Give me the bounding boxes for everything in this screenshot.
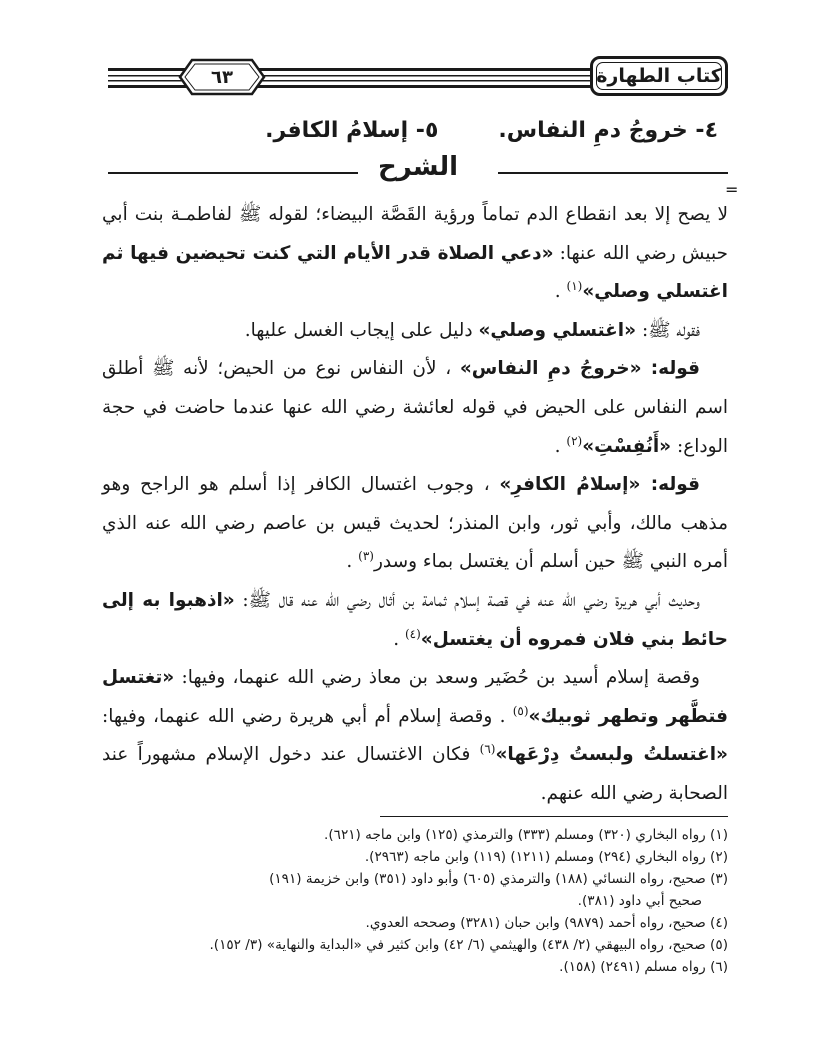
- paragraph-2: [102, 312, 728, 351]
- paragraph-1: [102, 196, 728, 312]
- text-run: وحديث أبي هريرة رضي الله عنه في قصة إسلام ثمامة بن أثال رضي الله عنه قال ﷺ:: [234, 589, 700, 611]
- footnote-3-continued: صحيح أبي داود (٣٨١).: [577, 893, 702, 909]
- footnotes: [102, 824, 728, 978]
- text-run: لا يصح إلا بعد انقطاع الدم تماماً ورؤية القَصَّة البيضاء؛ لقوله ﷺ لفاطمـة بنت أبي حبيش رضي الله عنها:: [102, 204, 728, 264]
- text-run: ، وجوب اغتسال الكافر إذا أسلم هو الراجح وهو مذهب مالك، وأبي ثور، وابن المنذر؛ لحديث قيس بن عاصم رضي الله عنه الذي أمره النبي ﷺ حين أسلم أن يغتسل بماء وسدر: [102, 474, 728, 573]
- topic-item-5: ٥- إسلامُ الكافر.: [265, 117, 439, 143]
- footnote-ref: (١): [566, 279, 583, 294]
- footnote-2: (٢) رواه البخاري (٢٩٤) ومسلم (١٢١١) (١١٩) وابن ماجه (٢٩٦٣).: [364, 849, 728, 865]
- lead-word: قوله:: [640, 474, 700, 496]
- text-run: فقوله ﷺ:: [636, 319, 700, 341]
- hadith-quote: «تغتسل فتطَّهر وتطهر ثوبيك»: [102, 667, 728, 727]
- footnote-ref: (٦): [479, 742, 496, 757]
- footnote-6: (٦) رواه مسلم (٢٤٩١) (١٥٨).: [559, 959, 728, 975]
- hadith-quote: «دعي الصلاة قدر الأيام التي كنت تحيضين فيها ثم اغتسلي وصلي»: [102, 242, 728, 303]
- text-run: .: [346, 551, 359, 573]
- text-run: .: [554, 281, 567, 303]
- hadith-quote: «اغتسلي وصلي»: [478, 319, 637, 341]
- hadith-quote: «أَنُفِسْتِ»: [582, 435, 672, 457]
- footnote-1: (١) رواه البخاري (٣٢٠) ومسلم (٣٣٣) والترمذي (١٢٥) وابن ماجه (٦٢١).: [324, 827, 728, 843]
- text-run: ، لأن النفاس نوع من الحيض؛ لأنه ﷺ أطلق اسم النفاس على الحيض في قوله لعائشة رضي الله عنها عندما حاضت في حجة الوداع:: [102, 358, 728, 457]
- matn-quote: «إسلامُ الكافرِ»: [499, 474, 641, 496]
- text-run: وقصة إسلام أسيد بن حُضَير وسعد بن معاذ رضي الله عنهما، وفيها:: [174, 667, 700, 689]
- footnote-ref: (٤): [404, 626, 421, 641]
- book-title: كتاب الطهارة: [596, 65, 722, 87]
- footnote-5: (٥) صحيح، رواه البيهقي (٢/ ٤٣٨) والهيثمي (٦/ ٤٢) وابن كثير في «البداية والنهاية» (٣/ ١٥٢).: [209, 937, 728, 953]
- hadith-quote: «اذهبوا به إلى حائط بني فلان فمروه أن يغتسل»: [102, 589, 728, 650]
- text-run: .: [393, 628, 405, 650]
- footnote-ref: (٥): [512, 703, 529, 718]
- lead-word: قوله:: [641, 358, 701, 380]
- text-run: دليل على إيجاب الغسل عليها.: [244, 319, 479, 341]
- topics-line: [118, 112, 718, 148]
- paragraph-6: [102, 659, 728, 813]
- text-run: فكان الاغتسال عند دخول الإسلام مشهوراً عند الصحابة رضي الله عنهم.: [102, 744, 728, 804]
- paragraph-5: [102, 582, 728, 659]
- topic-item-4: ٤- خروجُ دمِ النفاس.: [498, 117, 718, 143]
- page-number: ٦٣: [211, 66, 233, 88]
- section-heading-text: الشرح: [377, 152, 459, 182]
- body-text: [102, 196, 728, 814]
- footnote-ref: (٢): [566, 433, 583, 448]
- hadith-quote: «اغتسلتُ ولبستُ دِرْعَها»: [495, 744, 728, 766]
- footnote-ref: (٣): [358, 549, 374, 564]
- paragraph-3: [102, 350, 728, 466]
- text-run: . وقصة إسلام أم أبي هريرة رضي الله عنهما، وفيها:: [102, 705, 513, 727]
- page-number-badge: [178, 58, 266, 96]
- section-heading: [108, 150, 728, 190]
- text-run: .: [554, 435, 567, 457]
- footnote-3: (٣) صحيح، رواه النسائي (١٨٨) والترمذي (٦٠٥) وأبو داود (٣٥١) وابن خزيمة (١٩١): [269, 871, 728, 887]
- matn-quote: «خروجُ دمِ النفاس»: [459, 358, 642, 380]
- footnote-4: (٤) صحيح، رواه أحمد (٩٨٧٩) وابن حبان (٣٢٨١) وصححه العدوي.: [365, 915, 728, 931]
- book-title-box: [590, 56, 728, 96]
- footnote-separator: [380, 816, 728, 817]
- continuation-mark: =: [725, 180, 739, 199]
- paragraph-4: [102, 466, 728, 582]
